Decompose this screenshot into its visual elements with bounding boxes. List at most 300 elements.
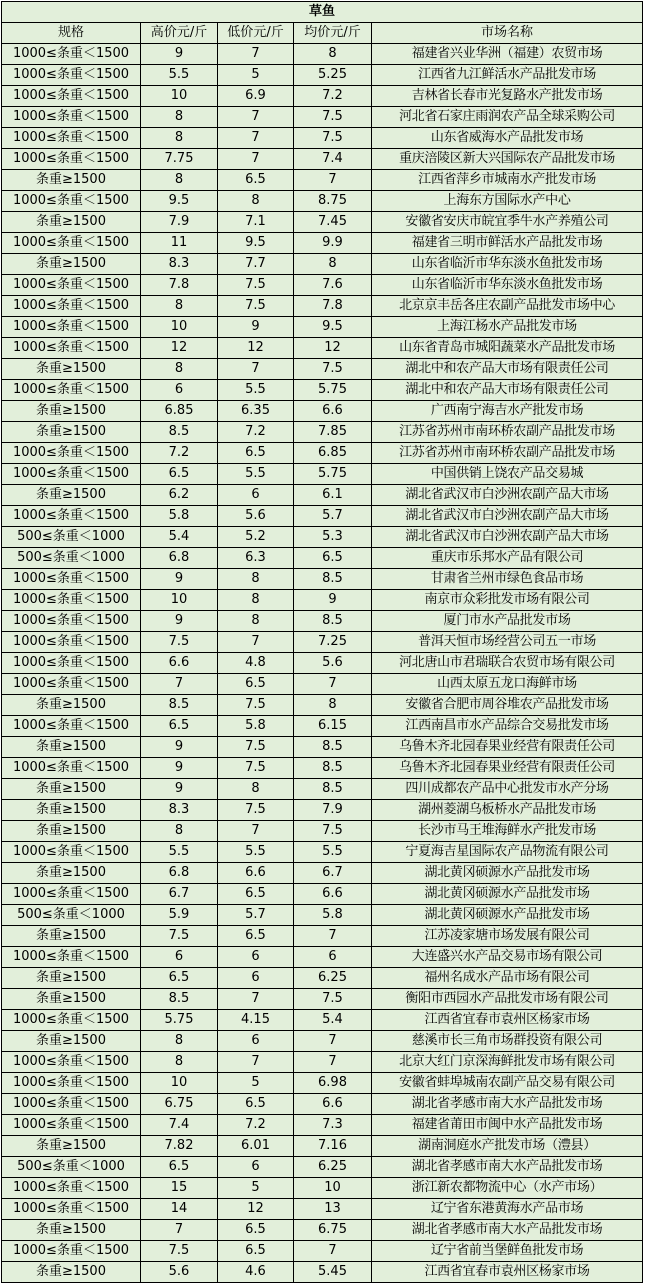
low-price-cell: 7.7 bbox=[218, 254, 294, 275]
table-row bbox=[2, 926, 643, 947]
table-row bbox=[2, 590, 643, 611]
avg-price-cell: 5.45 bbox=[294, 1262, 372, 1283]
avg-price-cell: 7.8 bbox=[294, 296, 372, 317]
low-price-cell: 5.5 bbox=[218, 842, 294, 863]
high-price-cell: 6.8 bbox=[141, 863, 218, 884]
spec-cell: 1000≤条重＜1500 bbox=[2, 716, 141, 737]
market-name-cell: 江西省九江鲜活水产品批发市场 bbox=[372, 65, 643, 86]
avg-price-cell: 7.16 bbox=[294, 1136, 372, 1157]
column-header-label: 市场名称 bbox=[481, 25, 534, 40]
avg-price-cell: 8.5 bbox=[294, 758, 372, 779]
avg-price-cell: 6 bbox=[294, 947, 372, 968]
table-row bbox=[2, 275, 643, 296]
spec-cell: 1000≤条重＜1500 bbox=[2, 296, 141, 317]
high-price-cell: 6.7 bbox=[141, 884, 218, 905]
market-name-cell: 乌鲁木齐北园春果业经营有限责任公司 bbox=[372, 758, 643, 779]
spec-cell: 1000≤条重＜1500 bbox=[2, 149, 141, 170]
table-row bbox=[2, 548, 643, 569]
market-name-cell: 浙江新农都物流中心（水产市场） bbox=[372, 1178, 643, 1199]
spec-cell: 1000≤条重＜1500 bbox=[2, 506, 141, 527]
title-row bbox=[2, 2, 643, 23]
market-name-cell: 江苏省苏州市南环桥农副产品批发市场 bbox=[372, 443, 643, 464]
table-row bbox=[2, 128, 643, 149]
avg-price-cell: 7.25 bbox=[294, 632, 372, 653]
high-price-cell: 6 bbox=[141, 947, 218, 968]
low-price-cell: 8 bbox=[218, 569, 294, 590]
column-header-high-price bbox=[141, 23, 218, 44]
table-row bbox=[2, 86, 643, 107]
spec-cell: 500≤条重＜1000 bbox=[2, 905, 141, 926]
spec-cell: 1000≤条重＜1500 bbox=[2, 884, 141, 905]
spec-cell: 条重≥1500 bbox=[2, 212, 141, 233]
spec-cell: 1000≤条重＜1500 bbox=[2, 65, 141, 86]
table-row bbox=[2, 842, 643, 863]
spec-cell: 条重≥1500 bbox=[2, 1136, 141, 1157]
low-price-cell: 6 bbox=[218, 1031, 294, 1052]
avg-price-cell: 6.6 bbox=[294, 401, 372, 422]
avg-price-cell: 7.2 bbox=[294, 86, 372, 107]
high-price-cell: 9 bbox=[141, 779, 218, 800]
market-name-cell: 江苏省苏州市南环桥农副产品批发市场 bbox=[372, 422, 643, 443]
column-header-unit: 元/斤 bbox=[330, 25, 361, 40]
high-price-cell: 5.5 bbox=[141, 65, 218, 86]
table-row bbox=[2, 380, 643, 401]
high-price-cell: 5.4 bbox=[141, 527, 218, 548]
table-row bbox=[2, 821, 643, 842]
high-price-cell: 12 bbox=[141, 338, 218, 359]
low-price-cell: 8 bbox=[218, 779, 294, 800]
avg-price-cell: 5.8 bbox=[294, 905, 372, 926]
spec-cell: 500≤条重＜1000 bbox=[2, 548, 141, 569]
table-row bbox=[2, 1031, 643, 1052]
spec-cell: 1000≤条重＜1500 bbox=[2, 191, 141, 212]
avg-price-cell: 8 bbox=[294, 695, 372, 716]
spec-cell: 1000≤条重＜1500 bbox=[2, 569, 141, 590]
spec-cell: 500≤条重＜1000 bbox=[2, 1157, 141, 1178]
high-price-cell: 8 bbox=[141, 821, 218, 842]
header-row bbox=[2, 23, 643, 44]
table-row bbox=[2, 443, 643, 464]
high-price-cell: 8.5 bbox=[141, 989, 218, 1010]
table-row bbox=[2, 905, 643, 926]
market-name-cell: 山东省临沂市华东淡水鱼批发市场 bbox=[372, 275, 643, 296]
market-name-cell: 湖北省孝感市南大水产品批发市场 bbox=[372, 1220, 643, 1241]
spec-cell: 1000≤条重＜1500 bbox=[2, 1010, 141, 1031]
spec-cell: 1000≤条重＜1500 bbox=[2, 1052, 141, 1073]
market-name-cell: 上海江杨水产品批发市场 bbox=[372, 317, 643, 338]
avg-price-cell: 6.6 bbox=[294, 1094, 372, 1115]
spec-cell: 1000≤条重＜1500 bbox=[2, 842, 141, 863]
market-name-cell: 上海东方国际水产中心 bbox=[372, 191, 643, 212]
low-price-cell: 7 bbox=[218, 128, 294, 149]
avg-price-cell: 7.45 bbox=[294, 212, 372, 233]
high-price-cell: 8 bbox=[141, 296, 218, 317]
low-price-cell: 7.1 bbox=[218, 212, 294, 233]
table-row bbox=[2, 65, 643, 86]
low-price-cell: 5.8 bbox=[218, 716, 294, 737]
spec-cell: 1000≤条重＜1500 bbox=[2, 317, 141, 338]
high-price-cell: 8 bbox=[141, 359, 218, 380]
market-name-cell: 安徽省安庆市皖宜季牛水产养殖公司 bbox=[372, 212, 643, 233]
table-row bbox=[2, 968, 643, 989]
spec-cell: 1000≤条重＜1500 bbox=[2, 107, 141, 128]
column-header-label: 低价 bbox=[227, 25, 254, 40]
low-price-cell: 9 bbox=[218, 317, 294, 338]
low-price-cell: 6 bbox=[218, 968, 294, 989]
low-price-cell: 5 bbox=[218, 1073, 294, 1094]
spec-cell: 1000≤条重＜1500 bbox=[2, 1115, 141, 1136]
spec-cell: 条重≥1500 bbox=[2, 359, 141, 380]
avg-price-cell: 5.4 bbox=[294, 1010, 372, 1031]
avg-price-cell: 5.25 bbox=[294, 65, 372, 86]
table-row bbox=[2, 1262, 643, 1283]
high-price-cell: 7.2 bbox=[141, 443, 218, 464]
spec-cell: 1000≤条重＜1500 bbox=[2, 443, 141, 464]
high-price-cell: 8 bbox=[141, 1052, 218, 1073]
avg-price-cell: 6.5 bbox=[294, 548, 372, 569]
avg-price-cell: 8 bbox=[294, 44, 372, 65]
spec-cell: 1000≤条重＜1500 bbox=[2, 611, 141, 632]
column-header-low-price bbox=[218, 23, 294, 44]
low-price-cell: 6.6 bbox=[218, 863, 294, 884]
high-price-cell: 7.82 bbox=[141, 1136, 218, 1157]
avg-price-cell: 7.5 bbox=[294, 107, 372, 128]
table-row bbox=[2, 506, 643, 527]
table-row bbox=[2, 716, 643, 737]
spec-cell: 1000≤条重＜1500 bbox=[2, 632, 141, 653]
table-row bbox=[2, 338, 643, 359]
market-name-cell: 江西省宜春市袁州区杨家市场 bbox=[372, 1262, 643, 1283]
avg-price-cell: 13 bbox=[294, 1199, 372, 1220]
table-row bbox=[2, 317, 643, 338]
low-price-cell: 7 bbox=[218, 989, 294, 1010]
low-price-cell: 6.5 bbox=[218, 1241, 294, 1262]
avg-price-cell: 7.85 bbox=[294, 422, 372, 443]
table-row bbox=[2, 674, 643, 695]
avg-price-cell: 6.75 bbox=[294, 1220, 372, 1241]
high-price-cell: 9 bbox=[141, 737, 218, 758]
market-name-cell: 北京京丰岳各庄农副产品批发市场中心 bbox=[372, 296, 643, 317]
avg-price-cell: 7 bbox=[294, 1052, 372, 1073]
high-price-cell: 8.5 bbox=[141, 422, 218, 443]
spec-cell: 条重≥1500 bbox=[2, 863, 141, 884]
spec-cell: 1000≤条重＜1500 bbox=[2, 590, 141, 611]
market-name-cell: 南京市众彩批发市场有限公司 bbox=[372, 590, 643, 611]
table-row bbox=[2, 527, 643, 548]
spec-cell: 条重≥1500 bbox=[2, 800, 141, 821]
table-row bbox=[2, 44, 643, 65]
high-price-cell: 15 bbox=[141, 1178, 218, 1199]
avg-price-cell: 8.75 bbox=[294, 191, 372, 212]
spec-cell: 1000≤条重＜1500 bbox=[2, 1178, 141, 1199]
table-body bbox=[2, 44, 643, 1283]
high-price-cell: 7.75 bbox=[141, 149, 218, 170]
avg-price-cell: 7.5 bbox=[294, 821, 372, 842]
low-price-cell: 5.6 bbox=[218, 506, 294, 527]
low-price-cell: 6.5 bbox=[218, 884, 294, 905]
table-row bbox=[2, 695, 643, 716]
high-price-cell: 5.9 bbox=[141, 905, 218, 926]
low-price-cell: 6 bbox=[218, 485, 294, 506]
spec-cell: 条重≥1500 bbox=[2, 821, 141, 842]
avg-price-cell: 6.1 bbox=[294, 485, 372, 506]
spec-cell: 条重≥1500 bbox=[2, 1220, 141, 1241]
table-row bbox=[2, 170, 643, 191]
avg-price-cell: 7.5 bbox=[294, 989, 372, 1010]
spec-cell: 条重≥1500 bbox=[2, 254, 141, 275]
market-name-cell: 厦门市水产品批发市场 bbox=[372, 611, 643, 632]
low-price-cell: 12 bbox=[218, 1199, 294, 1220]
market-name-cell: 山西太原五龙口海鲜市场 bbox=[372, 674, 643, 695]
spec-cell: 1000≤条重＜1500 bbox=[2, 380, 141, 401]
avg-price-cell: 7.5 bbox=[294, 359, 372, 380]
high-price-cell: 5.5 bbox=[141, 842, 218, 863]
avg-price-cell: 9.5 bbox=[294, 317, 372, 338]
high-price-cell: 6.5 bbox=[141, 968, 218, 989]
high-price-cell: 5.6 bbox=[141, 1262, 218, 1283]
high-price-cell: 5.8 bbox=[141, 506, 218, 527]
spec-cell: 条重≥1500 bbox=[2, 422, 141, 443]
table-row bbox=[2, 1220, 643, 1241]
low-price-cell: 8 bbox=[218, 611, 294, 632]
high-price-cell: 14 bbox=[141, 1199, 218, 1220]
spec-cell: 条重≥1500 bbox=[2, 695, 141, 716]
market-name-cell: 重庆市乐邦水产品有限公司 bbox=[372, 548, 643, 569]
spec-cell: 1000≤条重＜1500 bbox=[2, 233, 141, 254]
table-row bbox=[2, 779, 643, 800]
spec-cell: 条重≥1500 bbox=[2, 485, 141, 506]
high-price-cell: 9 bbox=[141, 611, 218, 632]
avg-price-cell: 7.3 bbox=[294, 1115, 372, 1136]
table-row bbox=[2, 464, 643, 485]
low-price-cell: 4.15 bbox=[218, 1010, 294, 1031]
avg-price-cell: 8.5 bbox=[294, 611, 372, 632]
high-price-cell: 10 bbox=[141, 1073, 218, 1094]
table-row bbox=[2, 485, 643, 506]
table-row bbox=[2, 1073, 643, 1094]
table-row bbox=[2, 359, 643, 380]
market-name-cell: 湖北中和农产品大市场有限责任公司 bbox=[372, 359, 643, 380]
low-price-cell: 6 bbox=[218, 1157, 294, 1178]
high-price-cell: 9 bbox=[141, 44, 218, 65]
low-price-cell: 6.35 bbox=[218, 401, 294, 422]
avg-price-cell: 10 bbox=[294, 1178, 372, 1199]
high-price-cell: 10 bbox=[141, 317, 218, 338]
low-price-cell: 7.2 bbox=[218, 1115, 294, 1136]
low-price-cell: 7 bbox=[218, 1052, 294, 1073]
spec-cell: 1000≤条重＜1500 bbox=[2, 86, 141, 107]
table-row bbox=[2, 632, 643, 653]
table-row bbox=[2, 233, 643, 254]
low-price-cell: 5.5 bbox=[218, 380, 294, 401]
spec-cell: 1000≤条重＜1500 bbox=[2, 275, 141, 296]
low-price-cell: 7.5 bbox=[218, 296, 294, 317]
column-header-unit: 元/斤 bbox=[176, 25, 208, 40]
spec-cell: 1000≤条重＜1500 bbox=[2, 128, 141, 149]
table-row bbox=[2, 1052, 643, 1073]
market-name-cell: 江苏凌家塘市场发展有限公司 bbox=[372, 926, 643, 947]
table-title: 草鱼 bbox=[2, 2, 643, 23]
avg-price-cell: 7.5 bbox=[294, 128, 372, 149]
table-row bbox=[2, 212, 643, 233]
table-row bbox=[2, 989, 643, 1010]
table-row bbox=[2, 569, 643, 590]
market-name-cell: 四川成都农产品中心批发市水产分场 bbox=[372, 779, 643, 800]
high-price-cell: 8 bbox=[141, 1031, 218, 1052]
table-row bbox=[2, 1157, 643, 1178]
market-name-cell: 湖北中和农产品大市场有限责任公司 bbox=[372, 380, 643, 401]
avg-price-cell: 7.9 bbox=[294, 800, 372, 821]
low-price-cell: 7 bbox=[218, 359, 294, 380]
avg-price-cell: 7 bbox=[294, 674, 372, 695]
avg-price-cell: 7.6 bbox=[294, 275, 372, 296]
market-name-cell: 河北省石家庄雨润农产品全球采购公司 bbox=[372, 107, 643, 128]
table-row bbox=[2, 191, 643, 212]
market-name-cell: 湖北省孝感市南大水产品批发市场 bbox=[372, 1157, 643, 1178]
avg-price-cell: 5.3 bbox=[294, 527, 372, 548]
high-price-cell: 7.5 bbox=[141, 632, 218, 653]
column-header-label: 均价 bbox=[304, 25, 331, 40]
market-name-cell: 湖北黄冈硕源水产品批发市场 bbox=[372, 905, 643, 926]
market-name-cell: 重庆涪陵区新大兴国际农产品批发市场 bbox=[372, 149, 643, 170]
high-price-cell: 6 bbox=[141, 380, 218, 401]
avg-price-cell: 8.5 bbox=[294, 779, 372, 800]
avg-price-cell: 5.75 bbox=[294, 380, 372, 401]
low-price-cell: 5 bbox=[218, 1178, 294, 1199]
market-name-cell: 湖州菱湖乌板桥水产品批发市场 bbox=[372, 800, 643, 821]
market-name-cell: 大连盛兴水产品交易市场有限公司 bbox=[372, 947, 643, 968]
avg-price-cell: 8.5 bbox=[294, 737, 372, 758]
market-name-cell: 安徽省合肥市周谷堆农产品批发市场 bbox=[372, 695, 643, 716]
market-name-cell: 山东省青岛市城阳蔬菜水产品批发市场 bbox=[372, 338, 643, 359]
avg-price-cell: 12 bbox=[294, 338, 372, 359]
spec-cell: 500≤条重＜1000 bbox=[2, 527, 141, 548]
low-price-cell: 7.2 bbox=[218, 422, 294, 443]
low-price-cell: 4.8 bbox=[218, 653, 294, 674]
high-price-cell: 7.9 bbox=[141, 212, 218, 233]
high-price-cell: 5.75 bbox=[141, 1010, 218, 1031]
low-price-cell: 8 bbox=[218, 590, 294, 611]
table-row bbox=[2, 884, 643, 905]
market-name-cell: 辽宁省东港黄海水产品市场 bbox=[372, 1199, 643, 1220]
avg-price-cell: 7 bbox=[294, 1031, 372, 1052]
low-price-cell: 7.5 bbox=[218, 737, 294, 758]
avg-price-cell: 6.15 bbox=[294, 716, 372, 737]
spec-cell: 条重≥1500 bbox=[2, 989, 141, 1010]
spec-cell: 1000≤条重＜1500 bbox=[2, 1199, 141, 1220]
market-name-cell: 北京大红门京深海鲜批发市场有限公司 bbox=[372, 1052, 643, 1073]
market-name-cell: 湖北省孝感市南大水产品批发市场 bbox=[372, 1094, 643, 1115]
avg-price-cell: 7 bbox=[294, 170, 372, 191]
spec-cell: 1000≤条重＜1500 bbox=[2, 464, 141, 485]
market-name-cell: 湖北黄冈硕源水产品批发市场 bbox=[372, 863, 643, 884]
market-name-cell: 福建省三明市鲜活水产品批发市场 bbox=[372, 233, 643, 254]
spec-cell: 1000≤条重＜1500 bbox=[2, 1094, 141, 1115]
low-price-cell: 7 bbox=[218, 632, 294, 653]
market-name-cell: 吉林省长春市光复路水产批发市场 bbox=[372, 86, 643, 107]
high-price-cell: 7 bbox=[141, 1220, 218, 1241]
high-price-cell: 6.85 bbox=[141, 401, 218, 422]
column-header-label: 规格 bbox=[57, 25, 84, 40]
avg-price-cell: 7.4 bbox=[294, 149, 372, 170]
spec-cell: 条重≥1500 bbox=[2, 779, 141, 800]
high-price-cell: 6.5 bbox=[141, 464, 218, 485]
table-row bbox=[2, 1199, 643, 1220]
column-header-market bbox=[372, 23, 643, 44]
market-name-cell: 福建省兴业华洲（福建）农贸市场 bbox=[372, 44, 643, 65]
avg-price-cell: 6.85 bbox=[294, 443, 372, 464]
avg-price-cell: 6.6 bbox=[294, 884, 372, 905]
high-price-cell: 7.5 bbox=[141, 1241, 218, 1262]
column-header-label: 高价 bbox=[150, 25, 177, 40]
table-row bbox=[2, 1115, 643, 1136]
avg-price-cell: 8 bbox=[294, 254, 372, 275]
table-row bbox=[2, 863, 643, 884]
market-name-cell: 湖北黄冈硕源水产品批发市场 bbox=[372, 884, 643, 905]
market-name-cell: 普洱天恒市场经营公司五一市场 bbox=[372, 632, 643, 653]
market-name-cell: 湖北省武汉市白沙洲农副产品大市场 bbox=[372, 527, 643, 548]
avg-price-cell: 6.7 bbox=[294, 863, 372, 884]
high-price-cell: 7.8 bbox=[141, 275, 218, 296]
high-price-cell: 8 bbox=[141, 128, 218, 149]
market-name-cell: 广西南宁海吉水产批发市场 bbox=[372, 401, 643, 422]
table-row bbox=[2, 737, 643, 758]
table-row bbox=[2, 1136, 643, 1157]
high-price-cell: 8.3 bbox=[141, 254, 218, 275]
high-price-cell: 8.5 bbox=[141, 695, 218, 716]
high-price-cell: 9.5 bbox=[141, 191, 218, 212]
avg-price-cell: 6.25 bbox=[294, 1157, 372, 1178]
low-price-cell: 6.5 bbox=[218, 1220, 294, 1241]
low-price-cell: 12 bbox=[218, 338, 294, 359]
low-price-cell: 6.01 bbox=[218, 1136, 294, 1157]
spec-cell: 1000≤条重＜1500 bbox=[2, 1241, 141, 1262]
market-name-cell: 河北唐山市君瑞联合农贸市场有限公司 bbox=[372, 653, 643, 674]
market-name-cell: 福建省莆田市闽中水产品批发市场 bbox=[372, 1115, 643, 1136]
high-price-cell: 7 bbox=[141, 674, 218, 695]
table-row bbox=[2, 296, 643, 317]
market-name-cell: 中国供销上饶农产品交易城 bbox=[372, 464, 643, 485]
low-price-cell: 6.5 bbox=[218, 674, 294, 695]
high-price-cell: 6.75 bbox=[141, 1094, 218, 1115]
spec-cell: 1000≤条重＜1500 bbox=[2, 653, 141, 674]
table-row bbox=[2, 107, 643, 128]
column-header-spec bbox=[2, 23, 141, 44]
low-price-cell: 7.5 bbox=[218, 758, 294, 779]
low-price-cell: 7 bbox=[218, 149, 294, 170]
market-name-cell: 湖南洞庭水产批发市场（澧县） bbox=[372, 1136, 643, 1157]
spec-cell: 条重≥1500 bbox=[2, 170, 141, 191]
table-row bbox=[2, 611, 643, 632]
market-name-cell: 江西南昌市水产品综合交易批发市场 bbox=[372, 716, 643, 737]
low-price-cell: 6.9 bbox=[218, 86, 294, 107]
low-price-cell: 6 bbox=[218, 947, 294, 968]
spec-cell: 条重≥1500 bbox=[2, 968, 141, 989]
avg-price-cell: 7 bbox=[294, 1241, 372, 1262]
avg-price-cell: 8.5 bbox=[294, 569, 372, 590]
avg-price-cell: 5.7 bbox=[294, 506, 372, 527]
low-price-cell: 7 bbox=[218, 107, 294, 128]
spec-cell: 条重≥1500 bbox=[2, 1031, 141, 1052]
market-name-cell: 长沙市马王堆海鲜水产批发市场 bbox=[372, 821, 643, 842]
spec-cell: 1000≤条重＜1500 bbox=[2, 338, 141, 359]
market-name-cell: 甘肃省兰州市绿色食品市场 bbox=[372, 569, 643, 590]
market-name-cell: 乌鲁木齐北园春果业经营有限责任公司 bbox=[372, 737, 643, 758]
table-row bbox=[2, 422, 643, 443]
low-price-cell: 7.5 bbox=[218, 695, 294, 716]
low-price-cell: 5.2 bbox=[218, 527, 294, 548]
low-price-cell: 5 bbox=[218, 65, 294, 86]
